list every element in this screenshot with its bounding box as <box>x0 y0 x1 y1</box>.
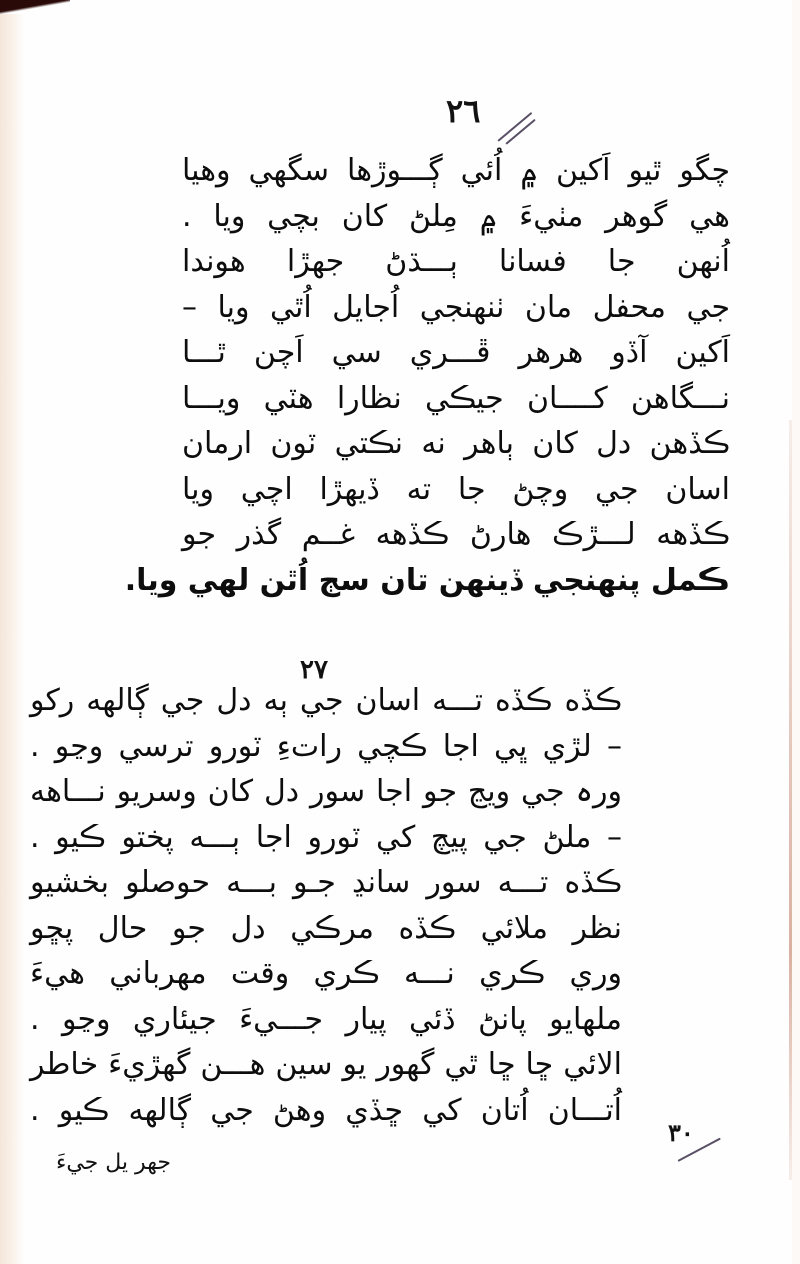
page-right-edge-tint <box>789 420 792 1180</box>
poem-line: وري ڪري نـــه ڪري وقت مهرباني هيءَ <box>30 956 622 991</box>
poem-number-26: ۲٦ <box>446 92 481 130</box>
poem-line: جي محفل مان ٺنهنجي اُجايل اُٿي ويا – <box>182 289 730 325</box>
poem-line: ورہ جي ويڃ جو اجا سور دل کان وسريو نـــاهه <box>30 774 622 809</box>
catchword: جهر يل جيءَ <box>56 1150 171 1175</box>
poem-line: ڪڏهن دل کان ٻاهر نه نڪتي ٽون ارمان <box>182 426 730 461</box>
poem-line: اُنهن جا فسانا ٻـــڌڻ جهڙا هوندا <box>182 244 730 279</box>
poem-line: اُتـــان اُتان کي ڇڏي وهڻ جي ڳالهه ڪيو . <box>30 1092 622 1128</box>
poem-number-27: ۲٧ <box>300 655 328 685</box>
poem-line: ڪڏه تـــه سور سانڍ جـو بـــه حوصلو بخشيو <box>30 865 622 900</box>
poem-26-stanza <box>124 148 730 603</box>
page-right-margin <box>792 0 800 1264</box>
page-left-edge-tint <box>0 14 24 1264</box>
poem-line: ملهايو پانڻ ڏئي پيار جـــيءَ جيئاري وڃو . <box>30 1001 622 1037</box>
poem-line: اَکين آڏو هرهر ڦـــري سي اَچن ٿـــا <box>182 335 730 370</box>
poem-27-stanza <box>30 678 622 1133</box>
poem-line: – لڙي ڀي اجا ڪچي راتءِ ٽورو ترسي وڃو . <box>30 728 622 764</box>
poem-line: هي گوهر مٺيءَ ۾ مِلڻ کان بچي ويا . <box>182 198 730 234</box>
poem-line: ڪڏهه لـــڙڪ هارڻ ڪڏهه غــم گذر جو <box>182 517 730 552</box>
poem-line: – ملڻ جي پيچ کي ٽورو اجا ٻـــه پختو ڪيو . <box>30 819 622 855</box>
poem-line: اسان جي وچڻ جا ته ڏيهڙا اچي ويا <box>182 471 730 507</box>
page-number: ۳۰ <box>668 1118 694 1147</box>
poem-line: نظر ملائي ڪڏه مرڪي دل جو حال پڇو <box>30 910 622 946</box>
poem-line-signature: ڪمل پنهنجي ڏينهن تان سڄ اُٿن لهي ويا. <box>124 562 730 598</box>
poem-line: نـــگاهن کــــان جيڪي نظارا هٽي ويـــا <box>182 380 730 416</box>
poem-line: ڪڏه ڪڏه تـــه اسان جي ٻه دل جي ڳالهه رکو <box>30 683 622 718</box>
scan-corner-shadow <box>0 0 70 14</box>
poem-line: چگو ٿيو اَکين ۾ اُئي ڳـــوڙها سگهي وهيا <box>182 153 730 188</box>
poem-line: الائي ڇا ڇا ٿي گهور يو سين هـــن گهڙيءَ خاطر <box>30 1047 622 1082</box>
